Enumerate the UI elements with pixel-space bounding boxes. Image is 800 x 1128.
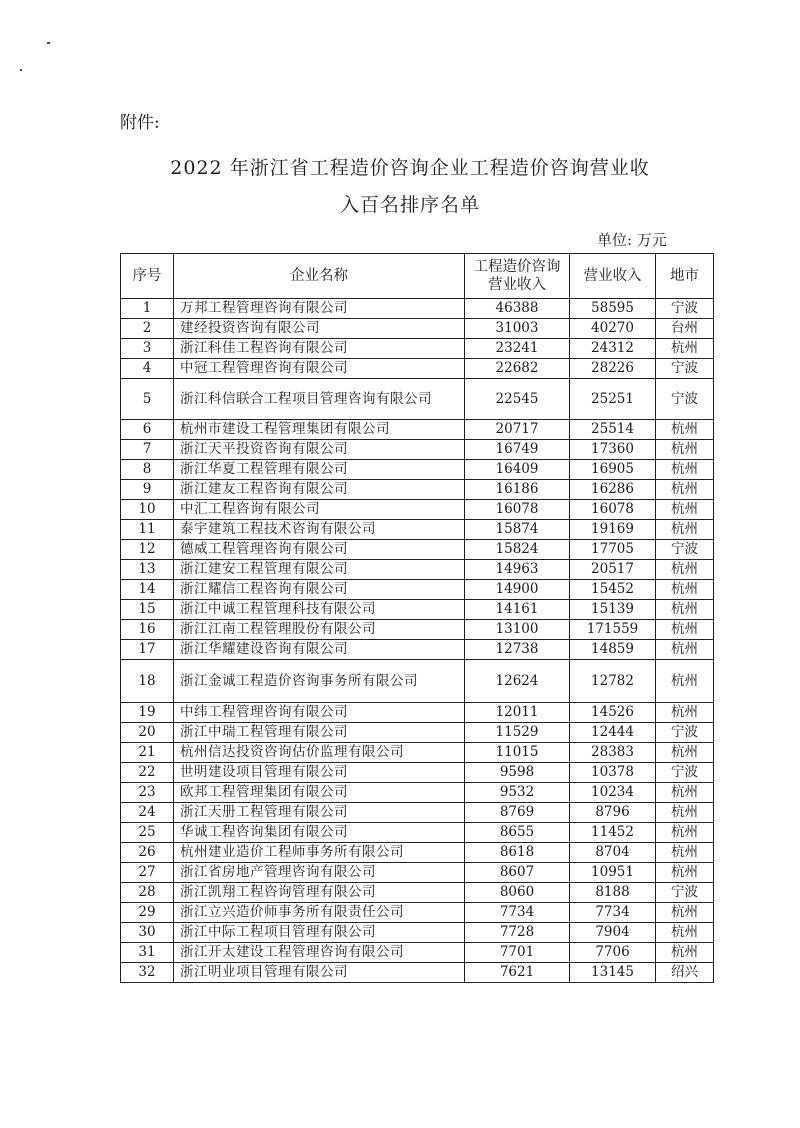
city: 宁波 [656,540,714,560]
total-revenue: 28383 [570,743,656,763]
company-name: 浙江凯翔工程咨询管理有限公司 [174,883,465,903]
column-header-city: 地市 [656,254,714,299]
table-row [121,703,714,723]
company-name: 万邦工程管理咨询有限公司 [174,299,465,319]
city: 宁波 [656,883,714,903]
row-index: 17 [121,640,174,660]
table-row [121,943,714,963]
total-revenue: 15139 [570,600,656,620]
row-index: 14 [121,580,174,600]
consulting-revenue: 8060 [465,883,570,903]
table-row [121,723,714,743]
consulting-revenue: 9532 [465,783,570,803]
column-header-consulting-revenue: 工程造价咨询营业收入 [465,254,570,299]
consulting-revenue: 14900 [465,580,570,600]
row-index: 1 [121,299,174,319]
table-row [121,359,714,379]
document-title-line-2: 入百名排序名单 [339,194,480,216]
consulting-revenue: 23241 [465,339,570,359]
city: 杭州 [656,620,714,640]
consulting-revenue: 46388 [465,299,570,319]
total-revenue: 8188 [570,883,656,903]
company-name: 世明建设项目管理有限公司 [174,763,465,783]
city: 杭州 [656,640,714,660]
company-name: 建经投资咨询有限公司 [174,319,465,339]
row-index: 28 [121,883,174,903]
consulting-revenue: 7621 [465,963,570,983]
table-row [121,640,714,660]
total-revenue: 13145 [570,963,656,983]
consulting-revenue: 22682 [465,359,570,379]
table-row [121,480,714,500]
total-revenue: 25251 [570,379,656,420]
city: 杭州 [656,420,714,440]
company-name: 浙江立兴造价师事务所有限责任公司 [174,903,465,923]
total-revenue: 17705 [570,540,656,560]
company-name: 欧邦工程管理集团有限公司 [174,783,465,803]
table-row [121,763,714,783]
row-index: 29 [121,903,174,923]
company-name: 泰宇建筑工程技术咨询有限公司 [174,520,465,540]
total-revenue: 8796 [570,803,656,823]
table-row [121,560,714,580]
row-index: 32 [121,963,174,983]
city: 杭州 [656,480,714,500]
total-revenue: 171559 [570,620,656,640]
company-name: 浙江华夏工程管理有限公司 [174,460,465,480]
total-revenue: 17360 [570,440,656,460]
city: 杭州 [656,803,714,823]
consulting-revenue: 11529 [465,723,570,743]
total-revenue: 20517 [570,560,656,580]
table-row [121,883,714,903]
consulting-revenue: 14161 [465,600,570,620]
consulting-revenue: 16078 [465,500,570,520]
row-index: 24 [121,803,174,823]
city: 杭州 [656,500,714,520]
consulting-revenue: 8618 [465,843,570,863]
city: 杭州 [656,580,714,600]
city: 绍兴 [656,963,714,983]
row-index: 5 [121,379,174,420]
city: 杭州 [656,339,714,359]
row-index: 19 [121,703,174,723]
row-index: 12 [121,540,174,560]
table-row [121,743,714,763]
column-header-index: 序号 [121,254,174,299]
table-row [121,923,714,943]
table-row [121,903,714,923]
city: 宁波 [656,379,714,420]
total-revenue: 7904 [570,923,656,943]
row-index: 4 [121,359,174,379]
city: 杭州 [656,923,714,943]
row-index: 22 [121,763,174,783]
attachment-label: 附件: [120,113,160,133]
table-row [121,540,714,560]
table-row [121,500,714,520]
consulting-revenue: 7734 [465,903,570,923]
table-row [121,420,714,440]
city: 宁波 [656,763,714,783]
total-revenue: 19169 [570,520,656,540]
city: 杭州 [656,660,714,703]
company-name: 浙江科佳工程咨询有限公司 [174,339,465,359]
total-revenue: 10378 [570,763,656,783]
city: 台州 [656,319,714,339]
city: 杭州 [656,560,714,580]
city: 杭州 [656,943,714,963]
company-name: 浙江明业项目管理有限公司 [174,963,465,983]
consulting-revenue: 12738 [465,640,570,660]
consulting-revenue: 14963 [465,560,570,580]
table-row [121,660,714,703]
scan-speck [47,42,50,44]
company-name: 浙江建安工程管理有限公司 [174,560,465,580]
city: 杭州 [656,823,714,843]
table-row [121,319,714,339]
consulting-revenue: 8655 [465,823,570,843]
total-revenue: 25514 [570,420,656,440]
city: 杭州 [656,460,714,480]
row-index: 8 [121,460,174,480]
company-name: 浙江耀信工程咨询有限公司 [174,580,465,600]
total-revenue: 12782 [570,660,656,703]
row-index: 30 [121,923,174,943]
consulting-revenue: 8769 [465,803,570,823]
total-revenue: 58595 [570,299,656,319]
company-name: 浙江中诚工程管理科技有限公司 [174,600,465,620]
row-index: 10 [121,500,174,520]
consulting-revenue: 12624 [465,660,570,703]
consulting-revenue: 15874 [465,520,570,540]
company-name: 中冠工程管理咨询有限公司 [174,359,465,379]
row-index: 16 [121,620,174,640]
row-index: 3 [121,339,174,359]
consulting-revenue: 9598 [465,763,570,783]
total-revenue: 40270 [570,319,656,339]
company-name: 浙江建友工程咨询有限公司 [174,480,465,500]
unit-label: 单位: 万元 [597,231,667,249]
company-name: 杭州市建设工程管理集团有限公司 [174,420,465,440]
city: 杭州 [656,703,714,723]
row-index: 13 [121,560,174,580]
total-revenue: 12444 [570,723,656,743]
city: 杭州 [656,863,714,883]
consulting-revenue: 16749 [465,440,570,460]
total-revenue: 10951 [570,863,656,883]
row-index: 27 [121,863,174,883]
row-index: 23 [121,783,174,803]
table-row [121,440,714,460]
company-name: 杭州信达投资咨询估价监理有限公司 [174,743,465,763]
row-index: 6 [121,420,174,440]
city: 杭州 [656,843,714,863]
consulting-revenue: 7728 [465,923,570,943]
company-name: 浙江科信联合工程项目管理咨询有限公司 [174,379,465,420]
total-revenue: 7734 [570,903,656,923]
consulting-revenue: 22545 [465,379,570,420]
row-index: 20 [121,723,174,743]
row-index: 26 [121,843,174,863]
city: 杭州 [656,520,714,540]
company-name: 浙江华耀建设咨询有限公司 [174,640,465,660]
company-name: 浙江天册工程管理有限公司 [174,803,465,823]
total-revenue: 16286 [570,480,656,500]
row-index: 7 [121,440,174,460]
total-revenue: 16905 [570,460,656,480]
table-row [121,580,714,600]
city: 宁波 [656,299,714,319]
scan-speck [20,69,22,71]
consulting-revenue: 31003 [465,319,570,339]
table-row [121,379,714,420]
consulting-revenue: 16409 [465,460,570,480]
company-name: 中纬工程管理咨询有限公司 [174,703,465,723]
row-index: 15 [121,600,174,620]
row-index: 21 [121,743,174,763]
total-revenue: 8704 [570,843,656,863]
city: 杭州 [656,903,714,923]
total-revenue: 15452 [570,580,656,600]
row-index: 31 [121,943,174,963]
table-row [121,803,714,823]
table-row [121,460,714,480]
table-row [121,600,714,620]
company-name: 浙江中际工程项目管理有限公司 [174,923,465,943]
consulting-revenue: 15824 [465,540,570,560]
row-index: 11 [121,520,174,540]
table-row [121,520,714,540]
company-name: 浙江金诚工程造价咨询事务所有限公司 [174,660,465,703]
company-name: 中汇工程咨询有限公司 [174,500,465,520]
total-revenue: 7706 [570,943,656,963]
document-title-line-1: 2022 年浙江省工程造价咨询企业工程造价咨询营业收 [170,157,650,179]
total-revenue: 14859 [570,640,656,660]
total-revenue: 28226 [570,359,656,379]
table-row [121,963,714,983]
column-header-revenue: 营业收入 [570,254,656,299]
row-index: 2 [121,319,174,339]
company-name: 德威工程管理咨询有限公司 [174,540,465,560]
consulting-revenue: 20717 [465,420,570,440]
row-index: 18 [121,660,174,703]
table-header-row [121,254,714,299]
total-revenue: 11452 [570,823,656,843]
table-row [121,863,714,883]
ranking-table [120,253,714,983]
company-name: 浙江天平投资咨询有限公司 [174,440,465,460]
table-row [121,843,714,863]
table-row [121,299,714,319]
company-name: 浙江省房地产管理咨询有限公司 [174,863,465,883]
company-name: 杭州建业造价工程师事务所有限公司 [174,843,465,863]
table-row [121,339,714,359]
row-index: 25 [121,823,174,843]
total-revenue: 14526 [570,703,656,723]
consulting-revenue: 8607 [465,863,570,883]
consulting-revenue: 13100 [465,620,570,640]
row-index: 9 [121,480,174,500]
city: 宁波 [656,359,714,379]
table-row [121,620,714,640]
column-header-company: 企业名称 [174,254,465,299]
company-name: 华诚工程咨询集团有限公司 [174,823,465,843]
company-name: 浙江中瑞工程管理有限公司 [174,723,465,743]
total-revenue: 10234 [570,783,656,803]
city: 杭州 [656,783,714,803]
company-name: 浙江开太建设工程管理咨询有限公司 [174,943,465,963]
table-row [121,823,714,843]
consulting-revenue: 7701 [465,943,570,963]
consulting-revenue: 16186 [465,480,570,500]
table-row [121,783,714,803]
consulting-revenue: 12011 [465,703,570,723]
company-name: 浙江江南工程管理股份有限公司 [174,620,465,640]
total-revenue: 24312 [570,339,656,359]
city: 宁波 [656,723,714,743]
city: 杭州 [656,743,714,763]
total-revenue: 16078 [570,500,656,520]
city: 杭州 [656,440,714,460]
consulting-revenue: 11015 [465,743,570,763]
city: 杭州 [656,600,714,620]
